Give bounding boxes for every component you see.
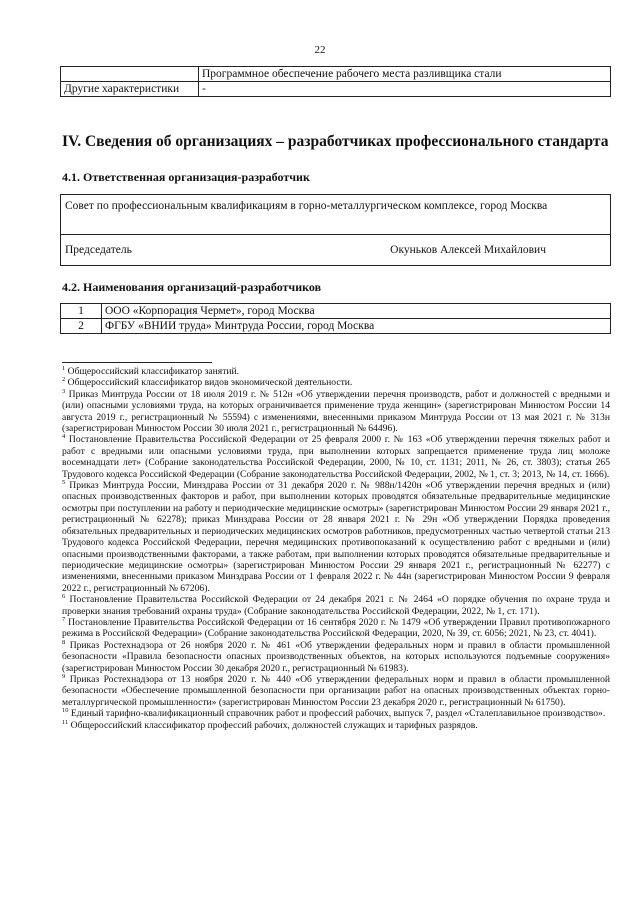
page-number: 22 (314, 44, 326, 56)
developer-name: ФГБУ «ВНИИ труда» Минтруда России, город Москва (102, 319, 611, 334)
footnote-text: Постановление Правительства Российской Федерации от 25 февраля 2000 г. № 163 «Об утверждении перечня тяжелых работ и работ с вредными или опасными условиями труда, при выполнении которых запрещается применение труда лиц моложе восемнадцати лет» (Собрание законодательства Российской Федерации, 2000, № 10, ст. 1131; 2011, № 26, ст. 3803); статья 265 Трудового кодекса Российской Федерации (Собрание законодательства Российской Федерации, 2002, № 1, ст. 3; 2013, № 14, ст. 1666). (62, 434, 610, 480)
table-row (61, 195, 611, 235)
footnote-text: Общероссийский классификатор видов экономической деятельности. (67, 377, 353, 389)
table-row (61, 235, 611, 266)
footnote-text: Постановление Правительства Российской Федерации от 16 сентября 2020 г. № 1479 «Об утверждении Правил противопожарного режима в Российской Федерации» (Собрание законодательства Российской Федерации, 2020, № 39, ст. 6056; 2021, № 23, ст. 4041). (62, 616, 610, 640)
footnote-mark: 4 (62, 433, 66, 441)
footnote (62, 366, 610, 377)
responsible-org-table (60, 194, 611, 266)
footnote (62, 720, 610, 731)
developers-table (60, 303, 611, 334)
row-number: 2 (61, 319, 102, 334)
footnote (62, 708, 610, 719)
table-row (61, 304, 611, 319)
footnote (62, 594, 610, 617)
footnote-mark: 3 (62, 387, 66, 395)
footnote-mark: 6 (62, 592, 66, 600)
footnote (62, 377, 610, 388)
chair-name: Окуньков Алексей Михайлович (390, 244, 546, 256)
organization-name: Совет по профессиональным квалификациям в горно-металлургическом комплексе, город Москва (61, 195, 611, 235)
footnote-mark: 1 (62, 364, 66, 372)
footnote-mark: 2 (62, 376, 66, 384)
footnote (62, 480, 610, 594)
footnote-text: Единый тарифно-квалификационный справочник работ и профессий рабочих, выпуск 7, раздел «Сталеплавильное производство». (70, 708, 606, 720)
table-row (61, 82, 611, 97)
footnote-mark: 5 (62, 478, 66, 486)
footnote (62, 389, 610, 435)
chair-position: Председатель (65, 244, 132, 256)
footnote (62, 434, 610, 480)
footnote-mark: 10 (62, 707, 69, 714)
footnote-text: Общероссийский классификатор занятий. (67, 366, 240, 377)
footnote (62, 640, 610, 674)
table-cell (61, 67, 199, 82)
table-cell: Программное обеспечение рабочего места разливщика стали (199, 67, 611, 82)
footnote (62, 617, 610, 640)
other-characteristics-table (60, 66, 611, 97)
footnote-text: Общероссийский классификатор профессий рабочих, должностей служащих и тарифных разрядов. (70, 719, 478, 731)
table-row (61, 67, 611, 82)
footnote-text: Приказ Ростехнадзора от 26 ноября 2020 г. № 461 «Об утверждении федеральных норм и правил в области промышленной безопасности «Правила безопасности опасных производственных объектов, на которых используются подъемные сооружения» (зарегистрирован Минюстом России 30 декабря 2020 г., регистрационный № 61983). (62, 639, 611, 674)
chair-cell (61, 235, 611, 266)
table-row (61, 319, 611, 334)
table-cell: Другие характеристики (61, 82, 199, 97)
row-number: 1 (61, 304, 102, 319)
developer-name: ООО «Корпорация Чермет», город Москва (102, 304, 611, 319)
section-title: IV. Сведения об организациях – разработчиках профессионального стандарта (62, 133, 609, 150)
table-cell: - (199, 82, 611, 97)
developers-heading: 4.2. Наименования организаций-разработчиков (62, 280, 322, 294)
responsible-org-heading: 4.1. Ответственная организация-разработчик (62, 170, 310, 184)
footnote-mark: 8 (62, 638, 66, 646)
footnote-text: Постановление Правительства Российской Федерации от 24 декабря 2021 г. № 2464 «О порядке обучения по охране труда и проверки знания требований охраны труда» (Собрание законодательства Российской Федерации, 2022, № 1, ст. 171). (62, 594, 611, 617)
footnote-text: Приказ Минтруда России от 18 июля 2019 г. № 512н «Об утверждении перечня производств, работ и должностей с вредными и (или) опасными условиями труда, на которых ограничивается применение труда женщин» (зарегистрирован Минюстом России 14 августа 2019 г., регистрационный № 55594) с изменениями, внесенными приказом Минтруда России от 13 мая 2021 г. № 313н (зарегистрирован Минюстом России 30 июля 2021 г., регистрационный № 64496). (62, 388, 610, 435)
footnote-mark: 9 (62, 672, 66, 680)
footnotes (62, 366, 610, 731)
footnote-text: Приказ Минтруда России, Минздрава России от 31 декабря 2020 г. № 988н/1420н «Об утверждении перечня вредных и (или) опасных производственных факторов и работ, при выполнении которых проводятся обязательные предварительные медицинские осмотры при поступлении на работу и периодические медицинские осмотры» (зарегистрирован Минюстом России 29 января 2021 г., регистрационный № 62278); приказ Минздрава России от 28 января 2021 г. № 29н «Об утверждении Порядка проведения обязательных предварительных и периодических медицинских осмотров работников, предусмотренных частью четвертой статьи 213 Трудового кодекса Российской Федерации, перечня медицинских противопоказаний к осуществлению работ с вредными и (или) опасными производственными факторами, а также работам, при выполнении которых проводятся обязательные предварительные и периодические медицинские осмотры» (зарегистрирован Минюстом России 29 января 2021 г., регистрационный № 62277) с изменениями, внесенными приказом Минздрава России от 1 февраля 2022 г. № 44н (зарегистрирован Минюстом России 9 февраля 2022 г., регистрационный № 67206). (62, 480, 610, 594)
footnote-mark: 11 (62, 718, 69, 726)
footnote-mark: 7 (62, 615, 66, 623)
footnote (62, 674, 610, 708)
footnote-text: Приказ Ростехнадзора от 13 ноября 2020 г. № 440 «Об утверждении федеральных норм и правил в области промышленной безопасности «Обеспечение промышленной безопасности при организации работ на опасных производственных объектах горно-металлургической промышленности» (зарегистрирован Минюстом России 23 декабря 2020 г., регистрационный № 61750). (62, 673, 611, 708)
footnote-separator (62, 362, 212, 363)
